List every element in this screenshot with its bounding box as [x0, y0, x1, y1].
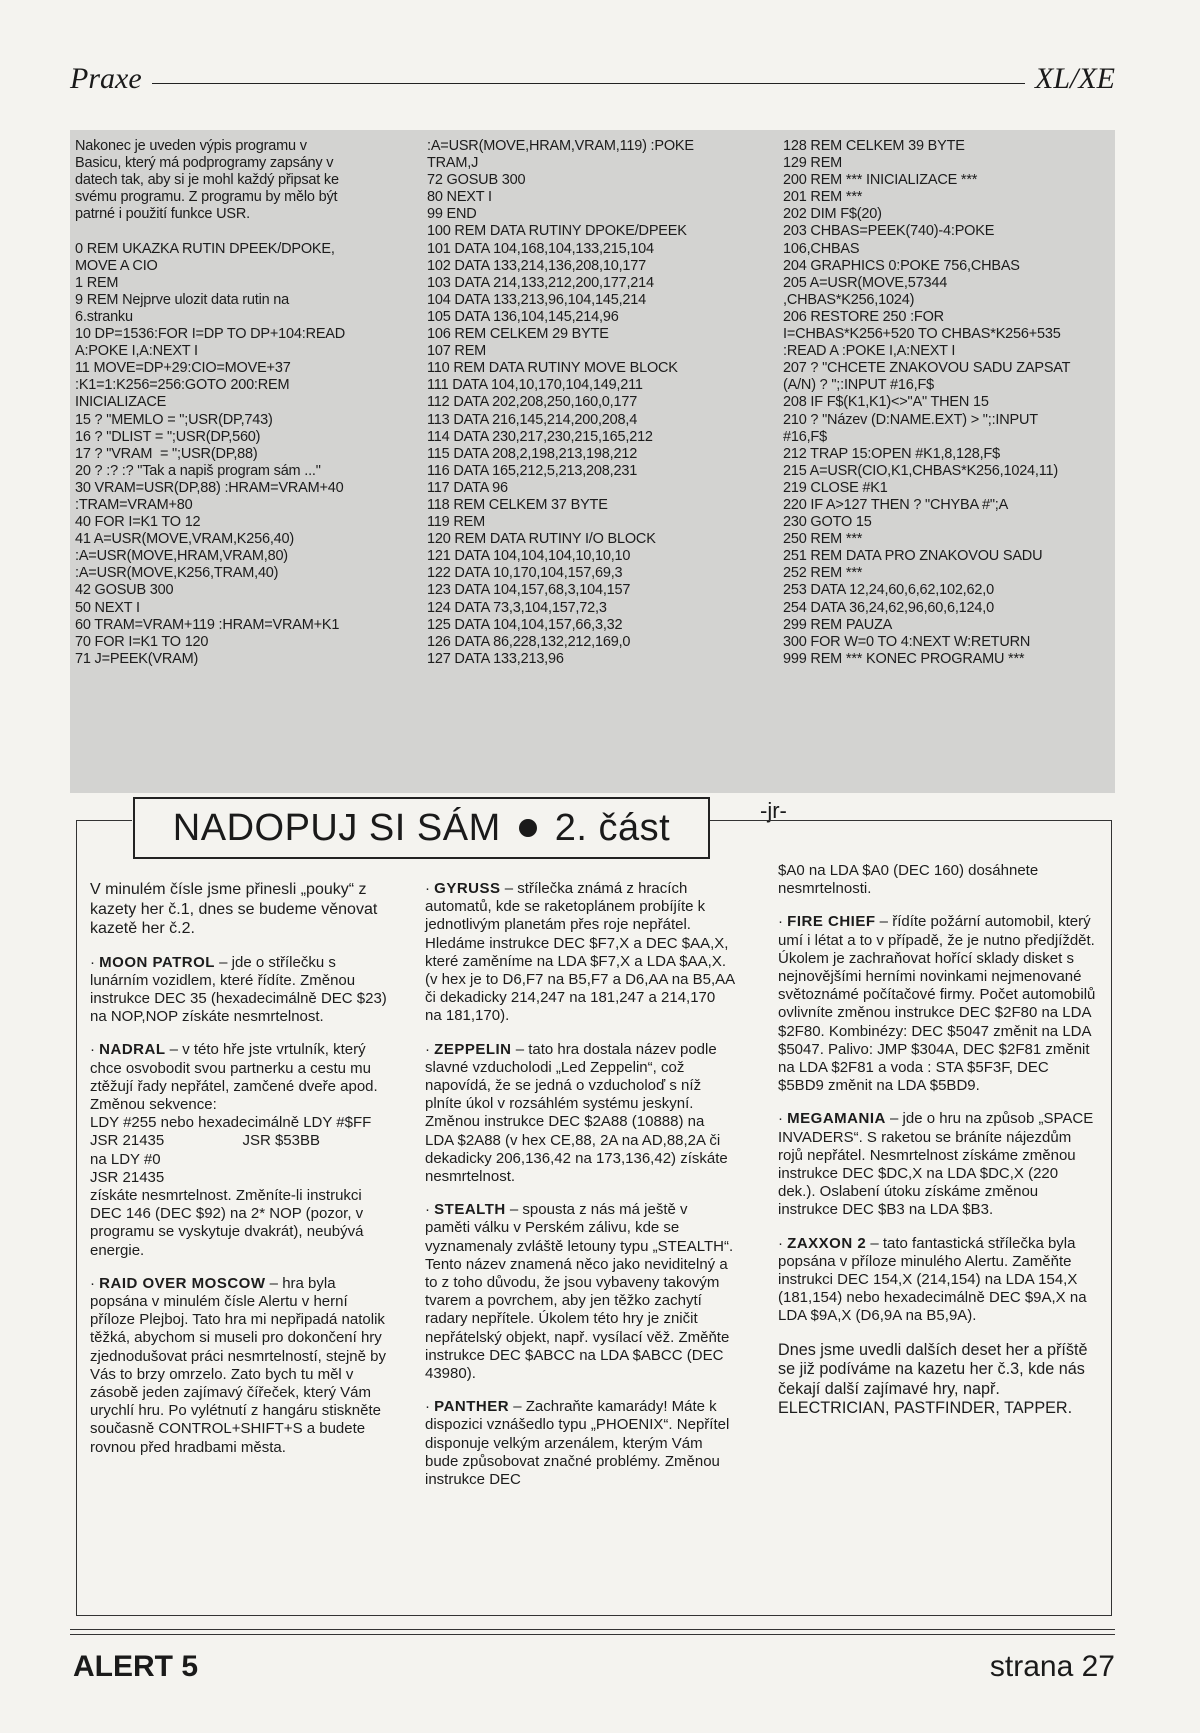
author-signature: -jr- — [760, 798, 787, 823]
code-line: 123 DATA 104,157,68,3,104,157 — [427, 582, 631, 599]
game-name: NADRAL — [99, 1041, 166, 1059]
article-title — [133, 797, 710, 859]
code-line: 16 ? "DLIST = ";USR(DP,560) — [75, 428, 261, 445]
code-line: #16,F$ — [783, 428, 827, 445]
code-line: datech tak, aby si je mohl každý připsat ke — [75, 172, 339, 189]
code-line: :TRAM=VRAM+80 — [75, 496, 193, 513]
code-line: 254 DATA 36,24,62,96,60,6,124,0 — [783, 599, 994, 616]
code-line: 41 A=USR(MOVE,VRAM,K256,40) — [75, 531, 295, 548]
code-line: A:POKE I,A:NEXT I — [75, 343, 198, 360]
code-line: 6.stranku — [75, 308, 133, 325]
code-line: 20 ? :? :? "Tak a napiš program sám ..." — [75, 462, 321, 479]
code-listing — [70, 130, 1115, 793]
code-line: 250 REM *** — [783, 531, 863, 548]
code-line: 113 DATA 216,145,214,200,208,4 — [427, 411, 638, 428]
section-title: Praxe — [70, 62, 152, 96]
code-line: na LDY #0 — [90, 1150, 161, 1168]
code-column-3 — [783, 138, 1113, 668]
code-line: (A/N) ? ";:INPUT #16,F$ — [783, 377, 934, 394]
code-line: 101 DATA 104,168,104,133,215,104 — [427, 240, 654, 257]
game-text: Zachraňte kamarády! Máte k dispozici vznášedlo typu „PHOENIX“. Nepřítel disponuje velkým arzenálem, kterým Vám bude způsobovat značné problémy. Změnou instrukce DEC — [425, 1398, 730, 1489]
title-main: NADOPUJ SI SÁM — [172, 806, 501, 849]
game-name: RAID OVER MOSCOW — [99, 1274, 266, 1292]
code-line: 40 FOR I=K1 TO 12 — [75, 514, 201, 531]
code-line: JSR 21435 — [90, 1168, 165, 1186]
code-line: 125 DATA 104,104,157,66,3,32 — [427, 616, 623, 633]
magazine-issue: ALERT 5 — [73, 1650, 199, 1683]
game-text: jde o hru na způsob „SPACE INVADERS“. S raketou se bráníte nájezdům rojů nepřátel. Nesmrtelnost získáme změnou instrukce DEC $DC,X na LDA $DC,X (220 dek.). Oslabení útoku získáme změnou instrukce DEC $B3 na LDA $B3. — [778, 1110, 1094, 1219]
code-line: 99 END — [427, 206, 477, 223]
code-line: 299 REM PAUZA — [783, 616, 893, 633]
code-line: 220 IF A>127 THEN ? "CHYBA #";A — [783, 496, 1009, 513]
game-entry-nadral: · NADRAL – v této hře jste vrtulník, který chce osvobodit svou partnerku a cestu mu ztěžují řady nepřátel, zamčené dveře apod. Změnou sekvence: LDY #255 nebo hexadecimálně LDY #$FF JSR 21435 JSR $53BB na LDY #0 JSR 21435 získáte nesmrtelnost. Změníte-li instrukci DEC 146 (DEC $92) na 2* NOP (pozor, v programu se vyskytuje dvakrát), neubývá energie. — [90, 1041, 378, 1259]
code-line: Nakonec je uveden výpis programu v — [75, 138, 307, 154]
code-line: Změnou sekvence: — [90, 1095, 217, 1113]
code-line: 115 DATA 208,2,198,213,198,212 — [427, 445, 638, 462]
article-column-3 — [778, 862, 1098, 1434]
code-line: INICIALIZACE — [75, 394, 167, 411]
code-line: :K1=1:K256=256:GOTO 200:REM — [75, 377, 290, 394]
code-line: 80 NEXT I — [427, 189, 492, 206]
game-text: v této hře jste vrtulník, který chce osvobodit svou partnerku a cestu mu ztěžují řady nepřátel, zamčené dveře apod. — [90, 1041, 378, 1095]
frame-top-left — [76, 820, 132, 821]
code-line: 207 ? "CHCETE ZNAKOVOU SADU ZAPSAT — [783, 360, 1071, 377]
code-line: 106,CHBAS — [783, 240, 860, 257]
code-line — [75, 223, 405, 240]
game-entry-fire-chief: · FIRE CHIEF – řídíte požární automobil, který umí i létat a to v případě, že je nutno předjíždět. Úkolem je zachraňovat hořící sklady disket s nejnovějšími herními novinkami nejmenované světoznámé počítačové firmy. Počet automobilů ovlivníte změnou instrukce DEC $2F80 na LDA $2F80. Kombinézy: DEC $5047 změnit na LDA $5047. Palivo: JMP $304A, DEC $2F81 změnit na LDA $2F81 a voda : STA $5F3F, DEC $5BD9 změnit na LDA $5BD9. — [778, 913, 1096, 1095]
article-column-2 — [425, 880, 735, 1504]
game-entry-megamania: · MEGAMANIA – jde o hru na způsob „SPACE INVADERS“. S raketou se bráníte nájezdům rojů nepřátel. Nesmrtelnost získáme změnou instrukce DEC $DC,X na LDA $DC,X (220 dek.). Oslabení útoku získáme změnou instrukce DEC $B3 na LDA $B3. — [778, 1110, 1094, 1219]
code-line: 203 CHBAS=PEEK(740)-4:POKE — [783, 223, 995, 240]
outro-paragraph: Dnes jsme uvedli dalších deset her a příště se již podíváme na kazetu her č.3, kde nás čekají další zajímavé hry, např. ELECTRICIAN, PASTFINDER, TAPPER. — [778, 1340, 1088, 1418]
code-line: 100 REM DATA RUTINY DPOKE/DPEEK — [427, 223, 687, 240]
game-entry-moon-patrol: · MOON PATROL – jde o střílečku s lunárním vozidlem, které řídíte. Změnou instrukce DEC 35 (hexadecimálně DEC $23) na NOP,NOP získáte nesmrtelnost. — [90, 953, 387, 1026]
code-line: 122 DATA 10,170,104,157,69,3 — [427, 565, 623, 582]
title-part: 2. část — [554, 806, 671, 849]
game-name: GYRUSS — [434, 880, 501, 897]
code-line: I=CHBAS*K256+520 TO CHBAS*K256+535 — [783, 326, 1061, 343]
game-text: hra byla popsána v minulém čísle Alertu v herní příloze Plejboj. Tato hra mi nepřipadá natolik těžká, abychom si museli pro dokončení hry zjednodušovat práci nesmrtelností, stejně by Vás to brzy omrzelo. Zato bych tu měl v zásobě jeden zajímavý čířeček, který Vám urychlí hru. Po vylétnutí z hangáru stiskněte současně CONTROL+SHIFT+S a budete rovnou před hradbami města. — [90, 1274, 386, 1456]
code-line: svému programu. Z programu by mělo být — [75, 189, 338, 206]
code-line: :A=USR(MOVE,HRAM,VRAM,119) :POKE — [427, 138, 694, 154]
game-text: řídíte požární automobil, který umí i létat a to v případě, že je nutno předjíždět. Úkolem je zachraňovat hořící sklady disket s nejnovějšími herními novinkami nejmenované světoznámé počítačové firmy. Počet automobilů ovlivníte změnou instrukce DEC $2F80 na LDA $2F80. Kombinézy: DEC $5047 změnit na LDA $5047. Palivo: JMP $304A, DEC $2F81 změnit na LDA $2F81 a voda : STA $5F3F, DEC $5BD9 změnit na LDA $5BD9. — [778, 913, 1096, 1095]
code-line: 117 DATA 96 — [427, 479, 508, 496]
header-rule — [70, 83, 1115, 84]
game-name: MEGAMANIA — [787, 1110, 886, 1128]
code-line: 104 DATA 133,213,96,104,145,214 — [427, 291, 647, 308]
game-entry-raid-over-moscow: · RAID OVER MOSCOW – hra byla popsána v minulém čísle Alertu v herní příloze Plejboj. Tato hra mi nepřipadá natolik těžká, abychom si museli pro dokončení hry zjednodušovat práci nesmrtelností, stejně by Vás to brzy omrzelo. Zato bych tu měl v zásobě jeden zajímavý čířeček, který Vám urychlí hru. Po vylétnutí z hangáru stiskněte současně CONTROL+SHIFT+S a budete rovnou před hradbami města. — [90, 1274, 386, 1456]
game-name: ZEPPELIN — [434, 1040, 512, 1058]
code-part: JSR 21435 — [90, 1132, 165, 1150]
code-line: 106 REM CELKEM 29 BYTE — [427, 326, 609, 343]
game-name: PANTHER — [434, 1398, 510, 1416]
code-line: 120 REM DATA RUTINY I/O BLOCK — [427, 531, 656, 548]
footer-rule — [70, 1629, 1115, 1630]
code-line: :A=USR(MOVE,HRAM,VRAM,80) — [75, 548, 288, 565]
code-line: 9 REM Nejprve ulozit data rutin na — [75, 291, 290, 308]
code-line: 212 TRAP 15:OPEN #K1,8,128,F$ — [783, 445, 1000, 462]
game-entry-gyruss: · GYRUSS – střílečka známá z hracích automatů, kde se raketoplánem probíjíte k jednotlivým planetám přes roje nepřátel. Hledáme instrukce DEC $F7,X a DEC $AA,X, které zaměníme na LDA $F7,X a LDA $AA,X.(v hex je to D6,F7 na B5,F7 a D6,AA na B5,AA či dekadicky 214,247 na 181,247 a 214,170 na 181,170). — [425, 880, 735, 1025]
game-text: získáte nesmrtelnost. Změníte-li instrukci DEC 146 (DEC $92) na 2* NOP (pozor, v programu se vyskytuje dvakrát), neubývá energie. — [90, 1186, 364, 1259]
continued-text: $A0 na LDA $A0 (DEC 160) dosáhnete nesmrtelnosti. — [778, 862, 1039, 898]
code-column-1 — [75, 138, 405, 668]
page-number: strana 27 — [989, 1650, 1115, 1683]
code-line: patrné i použití funkce USR. — [75, 206, 250, 223]
code-line: 72 GOSUB 300 — [427, 172, 526, 189]
code-line: 50 NEXT I — [75, 599, 140, 616]
frame-top-right — [708, 820, 1111, 821]
game-text: tato hra dostala název podle slavné vzducholodi „Led Zeppelin“, což napovídá, že se jedná o vzducholoď s níž plníte úkol v rozsáhlém systému jeskyní. Změnou instrukce DEC $2A88 (10888) na LDA $2A88 (v hex CE,88, 2A na AD,88,2A či dekadicky 206,136,42 na 173,136,42) získáte nesmrtelnost. — [425, 1040, 728, 1186]
code-line: 17 ? "VRAM = ";USR(DP,88) — [75, 445, 258, 462]
code-line: 71 J=PEEK(VRAM) — [75, 650, 199, 667]
code-part: JSR $53BB — [242, 1132, 320, 1150]
code-line: 206 RESTORE 250 :FOR — [783, 308, 944, 325]
code-line: 70 FOR I=K1 TO 120 — [75, 633, 209, 650]
code-line: 230 GOTO 15 — [783, 514, 872, 531]
game-name: FIRE CHIEF — [787, 913, 876, 931]
code-line: 210 ? "Název (D:NAME.EXT) > ";:INPUT — [783, 411, 1038, 428]
game-text: jde o střílečku s lunárním vozidlem, které řídíte. Změnou instrukce DEC 35 (hexadecimálně DEC $23) na NOP,NOP získáte nesmrtelnost. — [90, 953, 387, 1026]
code-line: 252 REM *** — [783, 565, 863, 582]
code-line: 300 FOR W=0 TO 4:NEXT W:RETURN — [783, 633, 1031, 650]
game-entry-zeppelin: · ZEPPELIN – tato hra dostala název podle slavné vzducholodi „Led Zeppelin“, což napovídá, že se jedná o vzducholoď s níž plníte úkol v rozsáhlém systému jeskyní. Změnou instrukce DEC $2A88 (10888) na LDA $2A88 (v hex CE,88, 2A na AD,88,2A či dekadicky 206,136,42 na 173,136,42) získáte nesmrtelnost. — [425, 1040, 728, 1186]
bullet-dot-icon — [519, 819, 537, 837]
code-line: 119 REM — [427, 514, 485, 531]
code-line: 103 DATA 214,133,212,200,177,214 — [427, 274, 654, 291]
code-line: 202 DIM F$(20) — [783, 206, 882, 223]
code-line: 0 REM UKAZKA RUTIN DPEEK/DPOKE, — [75, 240, 335, 257]
code-line: 30 VRAM=USR(DP,88) :HRAM=VRAM+40 — [75, 479, 344, 496]
code-line: 112 DATA 202,208,250,160,0,177 — [427, 394, 638, 411]
code-line: :A=USR(MOVE,K256,TRAM,40) — [75, 565, 279, 582]
code-line: MOVE A CIO — [75, 257, 158, 274]
code-line: 118 REM CELKEM 37 BYTE — [427, 496, 608, 513]
code-line — [90, 1132, 320, 1150]
code-line: 129 REM — [783, 155, 843, 172]
code-line: 253 DATA 12,24,60,6,62,102,62,0 — [783, 582, 994, 599]
code-line: TRAM,J — [427, 155, 479, 172]
code-line: 999 REM *** KONEC PROGRAMU *** — [783, 650, 1025, 667]
code-line: 10 DP=1536:FOR I=DP TO DP+104:READ — [75, 326, 346, 343]
code-line: 205 A=USR(MOVE,57344 — [783, 274, 948, 291]
game-name: MOON PATROL — [99, 953, 215, 971]
code-line: 128 REM CELKEM 39 BYTE — [783, 138, 965, 154]
game-name: ZAXXON 2 — [787, 1234, 867, 1252]
game-entry-stealth: · STEALTH – spousta z nás má ještě v paměti válku v Perském zálivu, kde se vyznamenaly zvláště letouny typu „STEALTH“. Tento název znamená něco jako neviditelný a to z toho důvodu, že jsou vybaveny takovým tvarem a povrchem, aby jen těžko zachytí radary nepřítele. Úkolem této hry je zničit nepřátelský objekt, např. vysílací věž. Změňte instrukce DEC $ABCC na LDA $ABCC (DEC 43980). — [425, 1201, 734, 1383]
code-line: 15 ? "MEMLO = ";USR(DP,743) — [75, 411, 273, 428]
code-line: 60 TRAM=VRAM+119 :HRAM=VRAM+K1 — [75, 616, 340, 633]
code-line: 114 DATA 230,217,230,215,165,212 — [427, 428, 653, 445]
code-line: 251 REM DATA PRO ZNAKOVOU SADU — [783, 548, 1043, 565]
code-line: Basicu, který má podprogramy zapsány v — [75, 155, 334, 172]
code-line: 219 CLOSE #K1 — [783, 479, 888, 496]
game-text: tato fantastická střílečka byla popsána v příloze minulého Alertu. Zaměňte instrukci DEC 154,X (214,154) na LDA 154,X (181,154) nebo hexadecimálně DEC $9A,X na LDA $9A,X (D6,9A na B5,9A). — [778, 1234, 1087, 1325]
intro-paragraph: V minulém čísle jsme přinesli „pouky“ z kazety her č.1, dnes se budeme věnovat kazetě her č.2. — [90, 881, 378, 937]
code-line: 126 DATA 86,228,132,212,169,0 — [427, 633, 631, 650]
code-line: 116 DATA 165,212,5,213,208,231 — [427, 462, 638, 479]
code-line: 111 DATA 104,10,170,104,149,211 — [427, 377, 643, 394]
code-line: 204 GRAPHICS 0:POKE 756,CHBAS — [783, 257, 1020, 274]
code-line: 107 REM — [427, 343, 487, 360]
page-header — [70, 62, 1115, 102]
game-entry-zaxxon-2: · ZAXXON 2 – tato fantastická střílečka byla popsána v příloze minulého Alertu. Zaměňte instrukci DEC 154,X (214,154) na LDA 154,X (181,154) nebo hexadecimálně DEC $9A,X na LDA $9A,X (D6,9A na B5,9A). — [778, 1234, 1087, 1325]
code-line: LDY #255 nebo hexadecimálně LDY #$FF — [90, 1114, 372, 1132]
platform-title: XL/XE — [1025, 62, 1115, 96]
code-line: 11 MOVE=DP+29:CIO=MOVE+37 — [75, 360, 291, 377]
code-line: 124 DATA 73,3,104,157,72,3 — [427, 599, 607, 616]
code-line: 200 REM *** INICIALIZACE *** — [783, 172, 978, 189]
code-line: 110 REM DATA RUTINY MOVE BLOCK — [427, 360, 678, 377]
code-line: 127 DATA 133,213,96 — [427, 650, 564, 667]
code-line: ,CHBAS*K256,1024) — [783, 291, 915, 308]
article-column-1 — [90, 880, 390, 1472]
game-entry-panther: · PANTHER – Zachraňte kamarády! Máte k dispozici vznášedlo typu „PHOENIX“. Nepřítel disponuje velkým arzenálem, kterým Vám bude způsobovat značné problémy. Změnou instrukce DEC — [425, 1398, 730, 1489]
code-line: 215 A=USR(CIO,K1,CHBAS*K256,1024,11) — [783, 462, 1059, 479]
code-line: 208 IF F$(K1,K1)<>"A" THEN 15 — [783, 394, 989, 411]
code-line: 105 DATA 136,104,145,214,96 — [427, 308, 619, 325]
code-line: 42 GOSUB 300 — [75, 582, 174, 599]
game-text: spousta z nás má ještě v paměti válku v Perském zálivu, kde se vyznamenaly zvláště letouny typu „STEALTH“. Tento název znamená něco jako neviditelný a to z toho důvodu, že jsou vybaveny takovým tvarem a povrchem, aby jen těžko zachytí radary nepřítele. Úkolem této hry je zničit nepřátelský objekt, např. vysílací věž. Změňte instrukce DEC $ABCC na LDA $ABCC (DEC 43980). — [425, 1201, 734, 1383]
code-line: 1 REM — [75, 274, 119, 291]
code-column-2 — [427, 138, 757, 668]
code-line: :READ A :POKE I,A:NEXT I — [783, 343, 956, 360]
code-line: 201 REM *** — [783, 189, 863, 206]
code-line: 102 DATA 133,214,136,208,10,177 — [427, 257, 647, 274]
code-line: 121 DATA 104,104,104,10,10,10 — [427, 548, 631, 565]
footer-rule — [70, 1634, 1115, 1635]
game-name: STEALTH — [434, 1201, 506, 1219]
game-text: střílečka známá z hracích automatů, kde se raketoplánem probíjíte k jednotlivým planetám přes roje nepřátel. Hledáme instrukce DEC $F7,X a DEC $AA,X, které zaměníme na LDA $F7,X a LDA $AA,X.(v hex je to D6,F7 na B5,F7 a D6,AA na B5,AA či dekadicky 214,247 na 181,247 a 214,170 na 181,170). — [425, 880, 735, 1025]
